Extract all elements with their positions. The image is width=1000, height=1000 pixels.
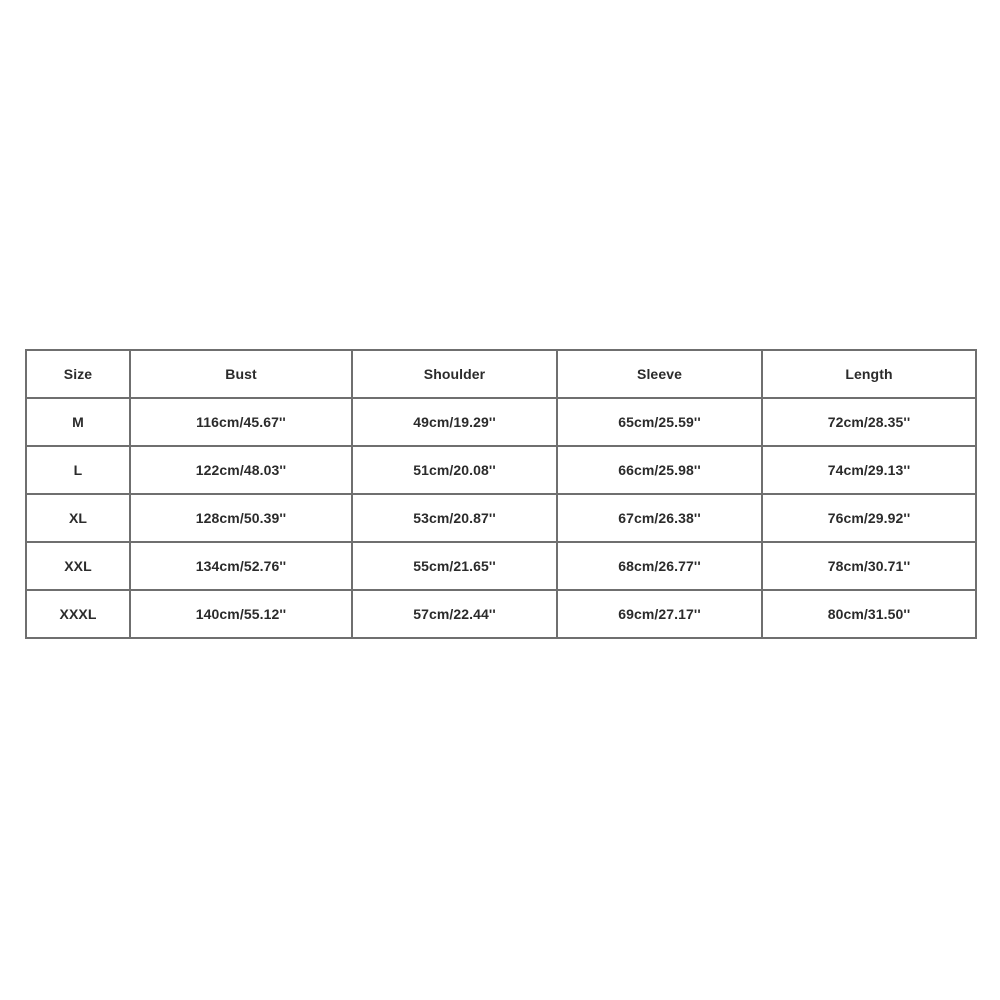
table-row bbox=[26, 590, 976, 638]
table-row bbox=[26, 494, 976, 542]
header-length: Length bbox=[762, 350, 976, 398]
cell-size: M bbox=[26, 398, 130, 446]
cell-sleeve: 66cm/25.98'' bbox=[557, 446, 762, 494]
cell-length: 80cm/31.50'' bbox=[762, 590, 976, 638]
cell-shoulder: 55cm/21.65'' bbox=[352, 542, 557, 590]
table-header-row bbox=[26, 350, 976, 398]
cell-size: XXL bbox=[26, 542, 130, 590]
cell-size: XL bbox=[26, 494, 130, 542]
header-shoulder: Shoulder bbox=[352, 350, 557, 398]
cell-shoulder: 49cm/19.29'' bbox=[352, 398, 557, 446]
cell-bust: 134cm/52.76'' bbox=[130, 542, 352, 590]
cell-sleeve: 65cm/25.59'' bbox=[557, 398, 762, 446]
cell-bust: 140cm/55.12'' bbox=[130, 590, 352, 638]
table-row bbox=[26, 446, 976, 494]
cell-sleeve: 68cm/26.77'' bbox=[557, 542, 762, 590]
cell-sleeve: 67cm/26.38'' bbox=[557, 494, 762, 542]
header-size: Size bbox=[26, 350, 130, 398]
cell-size: XXXL bbox=[26, 590, 130, 638]
header-sleeve: Sleeve bbox=[557, 350, 762, 398]
header-bust: Bust bbox=[130, 350, 352, 398]
size-chart-table bbox=[25, 349, 977, 639]
cell-shoulder: 53cm/20.87'' bbox=[352, 494, 557, 542]
cell-bust: 116cm/45.67'' bbox=[130, 398, 352, 446]
cell-bust: 128cm/50.39'' bbox=[130, 494, 352, 542]
cell-shoulder: 51cm/20.08'' bbox=[352, 446, 557, 494]
cell-shoulder: 57cm/22.44'' bbox=[352, 590, 557, 638]
cell-bust: 122cm/48.03'' bbox=[130, 446, 352, 494]
cell-length: 74cm/29.13'' bbox=[762, 446, 976, 494]
table-row bbox=[26, 542, 976, 590]
cell-length: 72cm/28.35'' bbox=[762, 398, 976, 446]
cell-length: 78cm/30.71'' bbox=[762, 542, 976, 590]
table-row bbox=[26, 398, 976, 446]
cell-sleeve: 69cm/27.17'' bbox=[557, 590, 762, 638]
cell-length: 76cm/29.92'' bbox=[762, 494, 976, 542]
cell-size: L bbox=[26, 446, 130, 494]
